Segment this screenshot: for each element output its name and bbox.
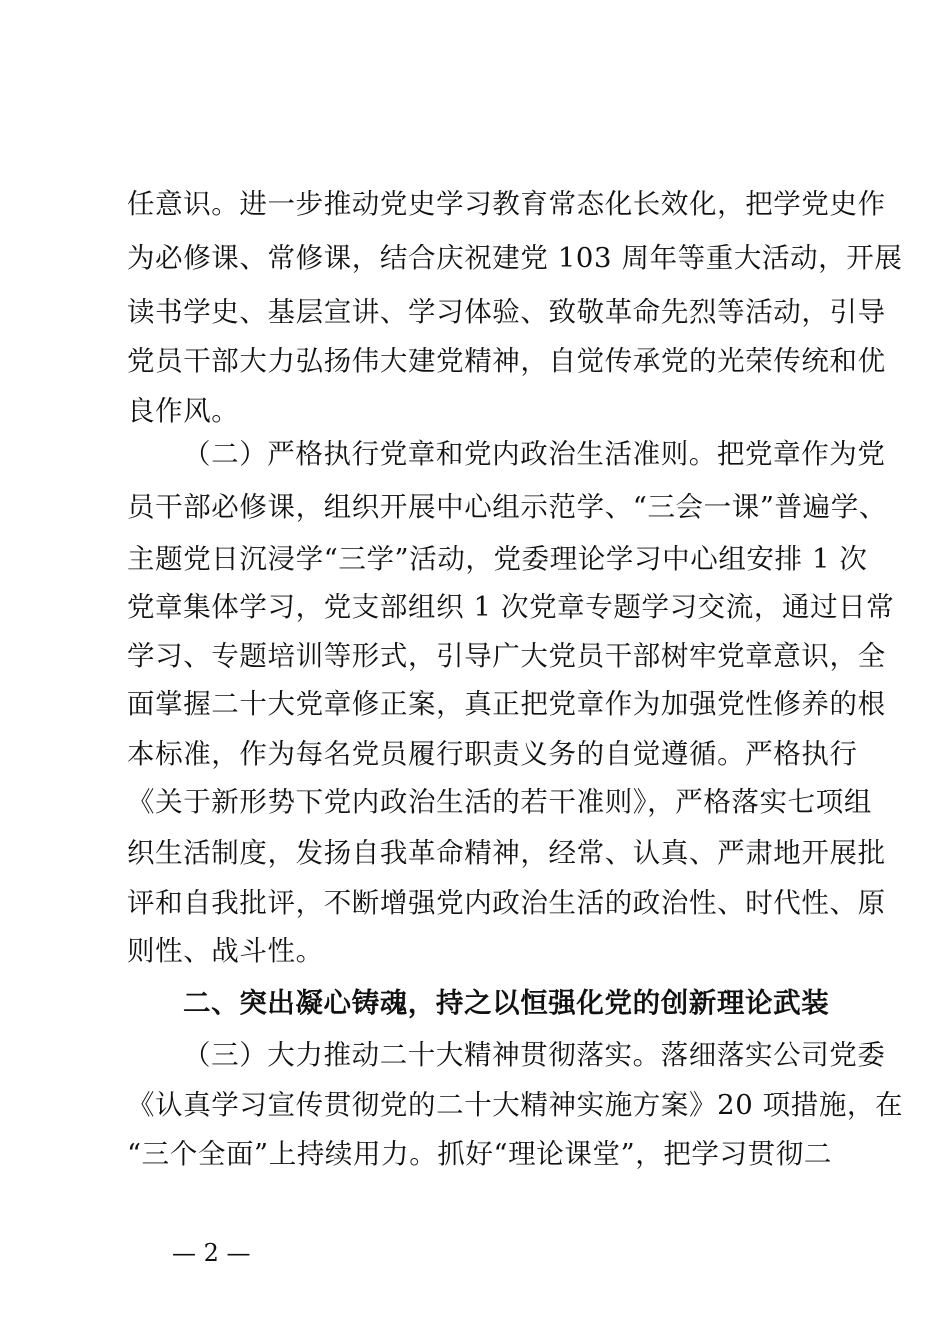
section-heading: 二、突出凝心铸魂，持之以恒强化党的创新理论武装 [183, 987, 830, 1019]
body-text-line: 评和自我批评，不断增强党内政治生活的政治性、时代性、原 [127, 887, 886, 919]
page-number: — 2 — [172, 1239, 251, 1267]
body-text-line: 任意识。进一步推动党史学习教育常态化长效化，把学党史作 [127, 188, 886, 220]
body-text-line: 《关于新形势下党内政治生活的若干准则》，严格落实七项组 [127, 786, 872, 818]
body-text-line: 读书学史、基层宣讲、学习体验、致敬革命先烈等活动，引导 [127, 296, 886, 328]
body-text-line: “三个全面”上持续用力。抓好“理论课堂”，把学习贯彻二 [127, 1138, 832, 1170]
body-text-line: 主题党日沉浸学“三学”活动，党委理论学习中心组安排 1 次 [127, 543, 868, 575]
body-text-line: 员干部必修课，组织开展中心组示范学、“三会一课”普遍学、 [127, 491, 887, 523]
body-text-line: 本标准，作为每名党员履行职责义务的自觉遵循。严格执行 [127, 738, 858, 770]
body-text-line: 则性、战斗性。 [127, 935, 324, 967]
body-text-line: 为必修课、常修课，结合庆祝建党 103 周年等重大活动，开展 [127, 242, 903, 274]
section-paragraph-start: （三）大力推动二十大精神贯彻落实。落细落实公司党委 [183, 1039, 886, 1071]
body-text-line: 学习、专题培训等形式，引导广大党员干部树牢党章意识，全 [127, 640, 886, 672]
body-text-line: 良作风。 [127, 395, 240, 427]
body-text-line: 《认真学习宣传贯彻党的二十大精神实施方案》20 项措施，在 [127, 1089, 904, 1121]
section-paragraph-start: （二）严格执行党章和党内政治生活准则。把党章作为党 [183, 438, 886, 470]
body-text-line: 党员干部大力弘扬伟大建党精神，自觉传承党的光荣传统和优 [127, 345, 886, 377]
body-text-line: 面掌握二十大党章修正案，真正把党章作为加强党性修养的根 [127, 688, 886, 720]
body-text-line: 织生活制度，发扬自我革命精神，经常、认真、严肃地开展批 [127, 837, 886, 869]
body-text-line: 党章集体学习，党支部组织 1 次党章专题学习交流，通过日常 [127, 591, 895, 623]
